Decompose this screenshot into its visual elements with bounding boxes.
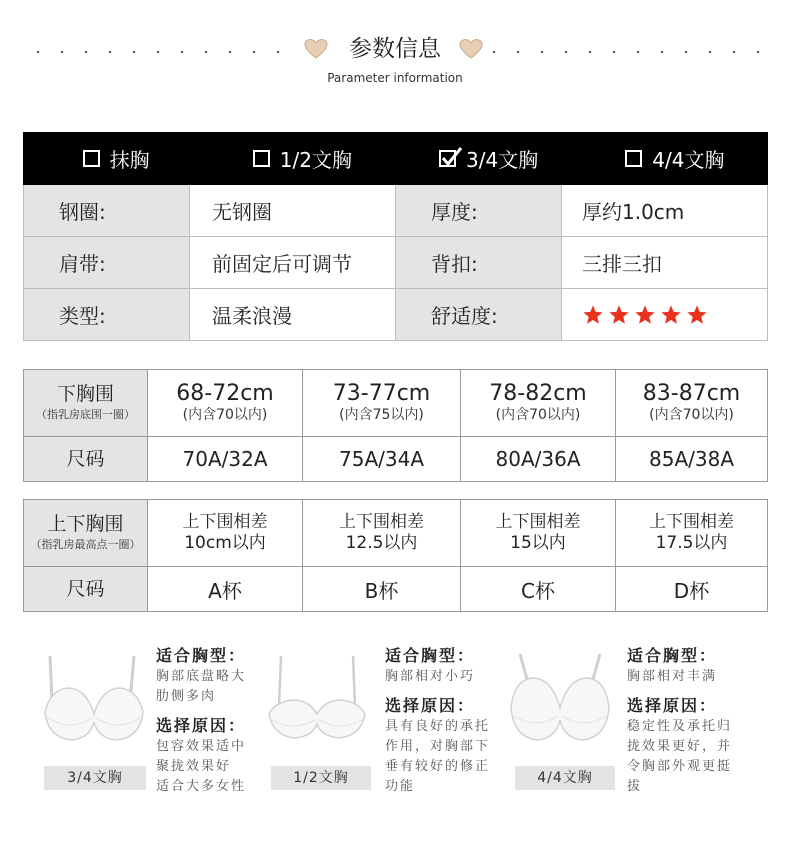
row-header <box>24 370 148 436</box>
table-row <box>24 500 768 567</box>
table-cell <box>303 567 461 611</box>
row-header <box>24 437 148 481</box>
range-note: (内含75以内) <box>339 407 424 423</box>
bra-4-4-illustration <box>508 650 612 746</box>
cup-option <box>582 132 768 185</box>
fit-text: 胸部底盘略大 <box>156 669 247 684</box>
cup-diff-label: 上下围相差 <box>495 512 581 532</box>
fit-title: 适合胸型： <box>156 646 247 665</box>
spec-value: 前固定后可调节 <box>190 237 396 288</box>
table-cell <box>148 567 303 611</box>
reason-title: 选择原因： <box>156 716 247 735</box>
spec-label: 背扣: <box>396 237 562 288</box>
size-value: B杯 <box>364 578 399 603</box>
page-title: 参数信息 <box>349 36 441 62</box>
table-cell <box>148 437 303 481</box>
reason-text: 作用，对胸部下 <box>385 739 491 754</box>
cup-size-table <box>23 499 768 612</box>
table-cell <box>616 500 768 566</box>
bra-type-badge: 1/2文胸 <box>271 766 371 790</box>
table-cell <box>303 500 461 566</box>
fit-title: 适合胸型： <box>627 646 718 665</box>
bra-type-badge: 3/4文胸 <box>44 766 146 790</box>
cup-diff-value: 17.5以内 <box>655 533 728 553</box>
row-header <box>24 567 148 611</box>
cup-diff-value: 15以内 <box>510 533 566 553</box>
bra-type-badge: 4/4文胸 <box>515 766 615 790</box>
spec-label: 类型: <box>24 289 190 340</box>
range-value: 83-87cm <box>642 381 741 406</box>
table-row <box>24 567 768 612</box>
size-value: A杯 <box>208 578 242 603</box>
bra-description <box>156 645 246 797</box>
table-cell <box>148 370 303 436</box>
heart-icon <box>304 38 328 60</box>
range-note: (内含70以内) <box>495 407 581 423</box>
reason-title: 选择原因： <box>627 696 718 715</box>
comfort-rating <box>562 289 768 340</box>
reason-text: 垂有较好的修正 <box>385 759 491 774</box>
reason-text: 拢效果更好，并 <box>627 739 733 754</box>
fit-text: 肋侧多肉 <box>156 689 217 704</box>
row-header-label: 尺码 <box>66 448 105 470</box>
size-value: C杯 <box>521 578 555 603</box>
range-value: 73-77cm <box>332 381 431 406</box>
checked-checkbox-icon <box>439 150 456 167</box>
bra-description <box>385 645 490 797</box>
reason-text: 功能 <box>385 779 416 794</box>
star-icon <box>660 304 682 326</box>
reason-text: 聚拢效果好 <box>156 759 232 774</box>
table-cell <box>616 370 768 436</box>
fit-text: 胸部相对小巧 <box>385 669 476 684</box>
reason-text: 包容效果适中 <box>156 739 247 754</box>
checkbox-icon <box>83 150 100 167</box>
cup-option <box>23 132 209 185</box>
page-subtitle: Parameter information <box>327 71 463 85</box>
fit-text: 胸部相对丰满 <box>627 669 718 684</box>
cup-diff-value: 10cm以内 <box>184 533 266 553</box>
row-header-note: （指乳房最高点一圈） <box>30 538 141 551</box>
star-rating <box>582 304 708 326</box>
bra-3-4-illustration <box>42 652 146 746</box>
reason-text: 适合大多女性 <box>156 779 247 794</box>
cup-diff-value: 12.5以内 <box>345 533 418 553</box>
row-header-label: 下胸围 <box>56 383 114 405</box>
dotted-divider-left <box>26 51 296 53</box>
reason-text: 稳定性及承托归 <box>627 719 733 734</box>
star-icon <box>582 304 604 326</box>
row-header-label: 上下胸围 <box>47 513 124 535</box>
table-cell <box>461 437 616 481</box>
reason-title: 选择原因： <box>385 696 476 715</box>
cup-option-label: 抹胸 <box>109 148 150 172</box>
spec-value: 厚约1.0cm <box>562 185 768 236</box>
heart-icon <box>459 38 483 60</box>
checkbox-icon <box>625 150 642 167</box>
fit-title: 适合胸型： <box>385 646 476 665</box>
cup-option-label: 3/4文胸 <box>466 148 539 172</box>
section-header <box>0 0 790 100</box>
cup-option-selected <box>396 132 582 185</box>
size-value: 80A/36A <box>495 447 581 471</box>
cup-diff-label: 上下围相差 <box>339 512 424 532</box>
bra-1-2-illustration <box>265 652 369 746</box>
table-cell <box>148 500 303 566</box>
star-icon <box>608 304 630 326</box>
table-cell <box>461 500 616 566</box>
range-value: 68-72cm <box>176 381 274 406</box>
row-header <box>24 500 148 566</box>
range-note: (内含70以内) <box>649 407 734 423</box>
range-note: (内含70以内) <box>182 407 268 423</box>
spec-label: 厚度: <box>396 185 562 236</box>
table-cell <box>303 437 461 481</box>
cup-option-label: 1/2文胸 <box>279 148 352 172</box>
spec-table <box>23 132 768 341</box>
cup-option-label: 4/4文胸 <box>652 148 725 172</box>
checkbox-icon <box>253 150 270 167</box>
dotted-divider-right <box>490 51 770 53</box>
star-icon <box>634 304 656 326</box>
bra-description <box>627 645 732 797</box>
table-row <box>24 370 768 437</box>
reason-text: 具有良好的承托 <box>385 719 491 734</box>
spec-row <box>23 185 768 237</box>
spec-label: 钢圈: <box>24 185 190 236</box>
spec-label: 肩带: <box>24 237 190 288</box>
spec-row <box>23 237 768 289</box>
size-value: 85A/38A <box>649 447 734 471</box>
size-value: D杯 <box>673 578 710 603</box>
spec-row <box>23 289 768 341</box>
table-cell <box>616 567 768 611</box>
row-header-label: 尺码 <box>66 578 105 600</box>
cup-diff-label: 上下围相差 <box>649 512 734 532</box>
underbust-size-table <box>23 369 768 482</box>
range-value: 78-82cm <box>489 381 587 406</box>
table-cell <box>461 370 616 436</box>
cup-option <box>209 132 395 185</box>
table-cell <box>616 437 768 481</box>
reason-text: 拔 <box>627 779 643 794</box>
table-cell <box>303 370 461 436</box>
table-cell <box>461 567 616 611</box>
reason-text: 令胸部外观更挺 <box>627 759 733 774</box>
spec-value: 三排三扣 <box>562 237 768 288</box>
size-value: 70A/32A <box>182 447 268 471</box>
star-icon <box>686 304 708 326</box>
row-header-note: （指乳房底围一圈） <box>36 408 135 421</box>
spec-label: 舒适度: <box>396 289 562 340</box>
spec-value: 温柔浪漫 <box>190 289 396 340</box>
cup-type-selector <box>23 132 768 185</box>
table-row <box>24 437 768 482</box>
size-value: 75A/34A <box>339 447 424 471</box>
spec-value: 无钢圈 <box>190 185 396 236</box>
cup-diff-label: 上下围相差 <box>182 512 268 532</box>
